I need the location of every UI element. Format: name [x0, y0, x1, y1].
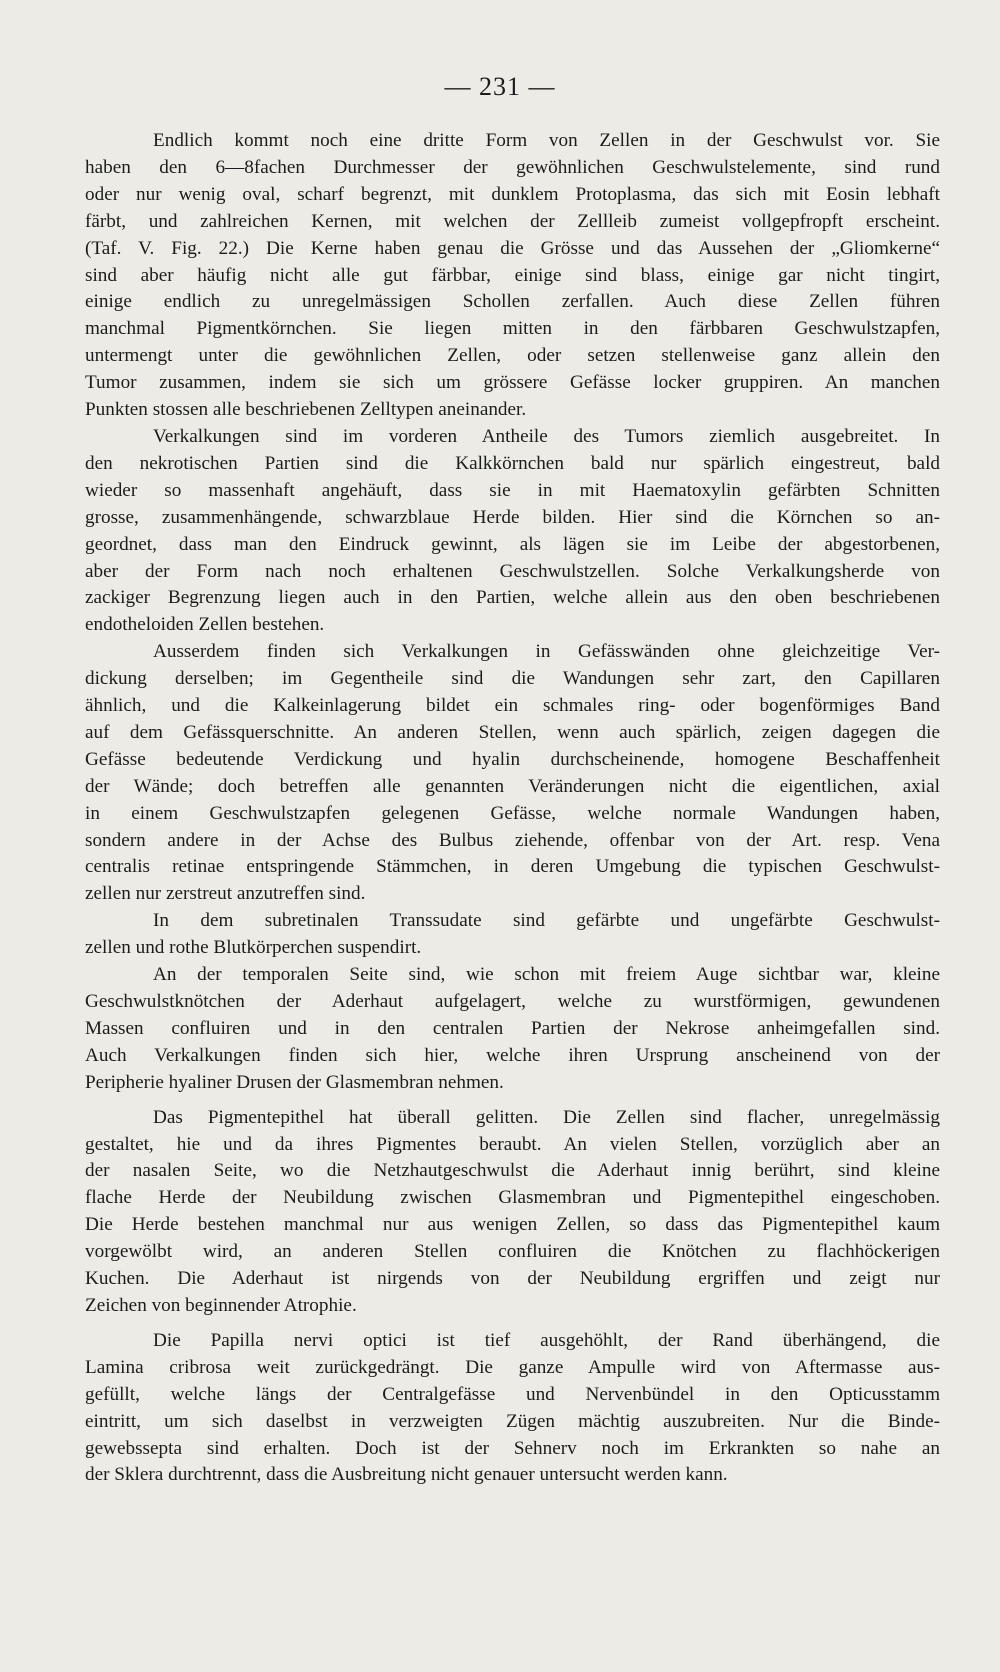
paragraph	[85, 128, 940, 424]
text-line: aber der Form nach noch erhaltenen Geschwulstzellen. Solche Verkalkungsherde von	[85, 560, 940, 582]
text-line: Zeichen von beginnender Atrophie.	[85, 1294, 357, 1316]
text-line: der nasalen Seite, wo die Netzhautgeschwulst die Aderhaut innig berührt, sind kleine	[85, 1160, 940, 1182]
text-line: einige endlich zu unregelmässigen Schollen zerfallen. Auch diese Zellen führen	[85, 291, 940, 313]
text-line: Geschwulstknötchen der Aderhaut aufgelagert, welche zu wurstförmigen, gewundenen	[85, 991, 940, 1012]
text-line: Auch Verkalkungen finden sich hier, welche ihren Ursprung anscheinend von der	[85, 1044, 940, 1066]
text-line: zellen nur zerstreut anzutreffen sind.	[85, 883, 366, 905]
text-line: dickung derselben; im Gegentheile sind die Wandungen sehr zart, den Capillaren	[85, 668, 940, 690]
paragraph	[85, 962, 940, 1097]
text-line: Ausserdem finden sich Verkalkungen in Gefässwänden ohne gleichzeitige Ver-	[153, 641, 940, 663]
text-line: eintritt, um sich daselbst in verzweigten Zügen mächtig auszubreiten. Nur die Binde-	[85, 1410, 940, 1432]
text-line: färbt, und zahlreichen Kernen, mit welchen der Zellleib zumeist vollgepfropft erscheint.	[85, 210, 940, 232]
text-line: sind aber häufig nicht alle gut färbbar, einige sind blass, einige gar nicht tingirt,	[85, 264, 940, 286]
text-line: An der temporalen Seite sind, wie schon mit freiem Auge sichtbar war, kleine	[153, 964, 940, 986]
text-line: Lamina cribrosa weit zurückgedrängt. Die ganze Ampulle wird von Aftermasse aus-	[85, 1356, 940, 1378]
paragraph	[85, 1105, 940, 1320]
text-line: endotheloiden Zellen bestehen.	[85, 614, 325, 636]
text-line: auf dem Gefässquerschnitte. An anderen Stellen, wenn auch spärlich, zeigen dagegen die	[85, 721, 940, 743]
text-line: wieder so massenhaft angehäuft, dass sie in mit Haematoxylin gefärbten Schnitten	[85, 479, 940, 501]
paragraph	[85, 639, 940, 908]
text-line: ähnlich, und die Kalkeinlagerung bildet ein schmales ring- oder bogenförmiges Band	[85, 695, 940, 717]
text-line: gefüllt, welche längs der Centralgefässe und Nervenbündel in den Opticusstamm	[85, 1383, 940, 1405]
text-line: Peripherie hyaliner Drusen der Glasmembran nehmen.	[85, 1071, 504, 1093]
paragraph-gap	[85, 1320, 940, 1328]
text-line: flache Herde der Neubildung zwischen Glasmembran und Pigmentepithel eingeschoben.	[85, 1187, 940, 1209]
text-line: centralis retinae entspringende Stämmchen, in deren Umgebung die typischen Geschwulst-	[85, 856, 940, 878]
text-line: den nekrotischen Partien sind die Kalkkörnchen bald nur spärlich eingestreut, bald	[85, 452, 940, 474]
body-text	[85, 128, 940, 1489]
text-line: grosse, zusammenhängende, schwarzblaue Herde bilden. Hier sind die Körnchen so an-	[85, 506, 940, 528]
text-line: in einem Geschwulstzapfen gelegenen Gefässe, welche normale Wandungen haben,	[85, 802, 940, 824]
text-line: manchmal Pigmentkörnchen. Sie liegen mitten in den färbbaren Geschwulstzapfen,	[85, 318, 940, 340]
text-line: gestaltet, hie und da ihres Pigmentes beraubt. An vielen Stellen, vorzüglich aber an	[85, 1133, 940, 1155]
text-line: der Wände; doch betreffen alle genannten Veränderungen nicht die eigentlichen, axial	[85, 775, 940, 797]
text-line: sondern andere in der Achse des Bulbus ziehende, offenbar von der Art. resp. Vena	[85, 829, 940, 851]
text-line: Die Papilla nervi optici ist tief ausgehöhlt, der Rand überhängend, die	[153, 1329, 940, 1351]
paragraph	[85, 908, 940, 962]
text-line: Das Pigmentepithel hat überall gelitten. Die Zellen sind flacher, unregelmässig	[153, 1106, 940, 1128]
text-line: untermengt unter die gewöhnlichen Zellen, oder setzen stellenweise ganz allein den	[85, 345, 940, 367]
page-number: — 231 —	[444, 72, 556, 101]
text-line: haben den 6—8fachen Durchmesser der gewöhnlichen Geschwulstelemente, sind rund	[85, 156, 940, 178]
text-line: geordnet, dass man den Eindruck gewinnt, als lägen sie im Leibe der abgestorbenen,	[85, 533, 940, 555]
text-line: Die Herde bestehen manchmal nur aus wenigen Zellen, so dass das Pigmentepithel kaum	[85, 1214, 940, 1236]
text-line: zellen und rothe Blutkörperchen suspendirt.	[85, 937, 422, 959]
text-line: Verkalkungen sind im vorderen Antheile des Tumors ziemlich ausgebreitet. In	[153, 425, 940, 447]
text-line: In dem subretinalen Transsudate sind gefärbte und ungefärbte Geschwulst-	[153, 910, 940, 932]
paragraph	[85, 424, 940, 639]
text-line: Kuchen. Die Aderhaut ist nirgends von der Neubildung ergriffen und zeigt nur	[85, 1268, 940, 1290]
text-line: oder nur wenig oval, scharf begrenzt, mit dunklem Protoplasma, das sich mit Eosin lebhaft	[85, 183, 940, 205]
text-line: (Taf. V. Fig. 22.) Die Kerne haben genau die Grösse und das Aussehen der „Gliomkerne“	[85, 237, 940, 259]
text-line: Gefässe bedeutende Verdickung und hyalin durchscheinende, homogene Beschaffenheit	[85, 748, 940, 770]
text-line: Endlich kommt noch eine dritte Form von Zellen in der Geschwulst vor. Sie	[153, 130, 940, 151]
text-line: zackiger Begrenzung liegen auch in den Partien, welche allein aus den oben beschriebenen	[85, 587, 940, 609]
text-line: gewebssepta sind erhalten. Doch ist der Sehnerv noch im Erkrankten so nahe an	[85, 1437, 940, 1459]
text-line: vorgewölbt wird, an anderen Stellen confluiren die Knötchen zu flachhöckerigen	[85, 1241, 940, 1263]
paragraph	[85, 1328, 940, 1489]
text-line: der Sklera durchtrennt, dass die Ausbreitung nicht genauer untersucht werden kann.	[85, 1464, 728, 1486]
text-line: Tumor zusammen, indem sie sich um grössere Gefässe locker gruppiren. An manchen	[85, 372, 940, 394]
paragraph-gap	[85, 1097, 940, 1105]
text-line: Punkten stossen alle beschriebenen Zelltypen aneinander.	[85, 399, 527, 421]
text-line: Massen confluiren und in den centralen Partien der Nekrose anheimgefallen sind.	[85, 1017, 940, 1039]
